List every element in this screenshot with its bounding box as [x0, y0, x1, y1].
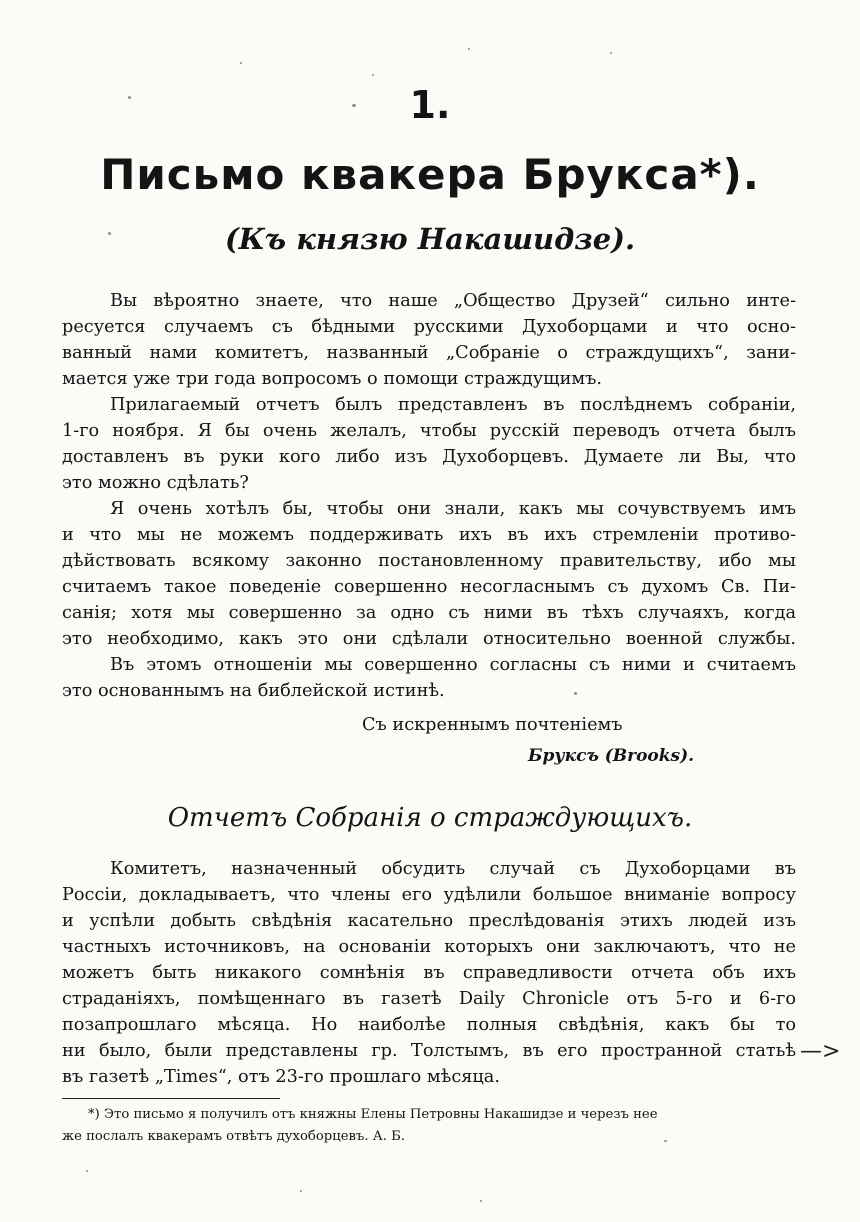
footnote-line: же послалъ квакерамъ отвѣтъ духоборцевъ. А. Б. — [62, 1129, 405, 1144]
text-line: ни было, были представлены гр. Толстымъ, въ его пространной статьѣ — [62, 1041, 796, 1061]
text-line: это можно сдѣлать? — [62, 473, 249, 493]
text-line: Вы вѣроятно знаете, что наше „Общество Друзей“ сильно инте- — [110, 291, 796, 311]
letter-paragraph — [62, 392, 796, 496]
footnote — [62, 1104, 796, 1148]
print-speck — [240, 62, 242, 64]
text-line: позапрошлаго мѣсяца. Но наиболѣе полныя свѣдѣнія, какъ бы то — [62, 1015, 796, 1035]
text-line: въ газетѣ „Times“, отъ 23-го прошлаго мѣсяца. — [62, 1067, 500, 1087]
print-speck — [480, 1200, 482, 1202]
text-line: Прилагаемый отчетъ былъ представленъ въ послѣднемъ собраніи, — [110, 395, 796, 415]
print-speck — [372, 74, 374, 76]
text-line: ванный нами комитетъ, названный „Собраніе о страждущихъ“, зани- — [62, 343, 796, 363]
text-line: частныхъ источниковъ, на основаніи которыхъ они заключаютъ, что не — [62, 937, 796, 957]
text-line: считаемъ такое поведеніе совершенно несогласнымъ съ духомъ Св. Пи- — [62, 577, 796, 597]
footnote-rule — [62, 1098, 280, 1099]
chapter-number: 1. — [409, 83, 451, 127]
letter-paragraph — [62, 652, 796, 704]
footnote-line: *) Это письмо я получилъ отъ княжны Елены Петровны Накашидзе и черезъ нее — [88, 1107, 658, 1122]
text-line: это необходимо, какъ это они сдѣлали относительно военной службы. — [62, 629, 796, 649]
text-line: страданіяхъ, помѣщеннаго въ газетѣ Daily Chronicle отъ 5-го и 6-го — [62, 989, 796, 1009]
page-title: Письмо квакера Брукса*). — [100, 150, 760, 199]
print-speck — [610, 52, 612, 54]
report-paragraph — [62, 856, 796, 1090]
text-line: Въ этомъ отношеніи мы совершенно согласны съ ними и считаемъ — [110, 655, 796, 675]
text-line: мается уже три года вопросомъ о помощи страждущимъ. — [62, 369, 603, 389]
print-speck — [468, 48, 470, 50]
letter-paragraph — [62, 496, 796, 652]
text-line: это основаннымъ на библейской истинѣ. — [62, 681, 445, 701]
letter-closing: Съ искреннымъ почтеніемъ — [362, 715, 623, 735]
text-line: Россіи, докладываетъ, что члены его удѣлили большое вниманіе вопросу — [62, 885, 796, 905]
letter-signature: Бруксъ (Brooks). — [528, 746, 695, 766]
letter-paragraph — [62, 288, 796, 392]
text-line: и что мы не можемъ поддерживать ихъ въ ихъ стремленіи противо- — [62, 525, 796, 545]
report-title: Отчетъ Собранія о страждующихъ. — [167, 803, 693, 833]
text-line: 1-го ноября. Я бы очень желалъ, чтобы русскій переводъ отчета былъ — [62, 421, 796, 441]
text-line: ресуется случаемъ съ бѣдными русскими Духоборцами и что осно- — [62, 317, 796, 337]
text-line: санія; хотя мы совершенно за одно съ ними въ тѣхъ случаяхъ, когда — [62, 603, 796, 623]
page-subtitle: (Къ князю Накашидзе). — [224, 222, 636, 256]
text-line: Комитетъ, назначенный обсудить случай съ Духоборцами въ — [110, 859, 796, 879]
text-line: доставленъ въ руки кого либо изъ Духоборцевъ. Думаете ли Вы, что — [62, 447, 796, 467]
text-line: дѣйствовать всякому законно постановленному правительству, ибо мы — [62, 551, 796, 571]
text-line: можетъ быть никакого сомнѣнія въ справедливости отчета объ ихъ — [62, 963, 796, 983]
text-line: Я очень хотѣлъ бы, чтобы они знали, какъ мы сочувствуемъ имъ — [110, 499, 796, 519]
print-speck — [86, 1170, 88, 1172]
text-line: и успѣли добыть свѣдѣнія касательно преслѣдованія этихъ людей изъ — [62, 911, 796, 931]
margin-arrow: —> — [800, 1039, 841, 1064]
print-speck — [300, 1190, 302, 1192]
